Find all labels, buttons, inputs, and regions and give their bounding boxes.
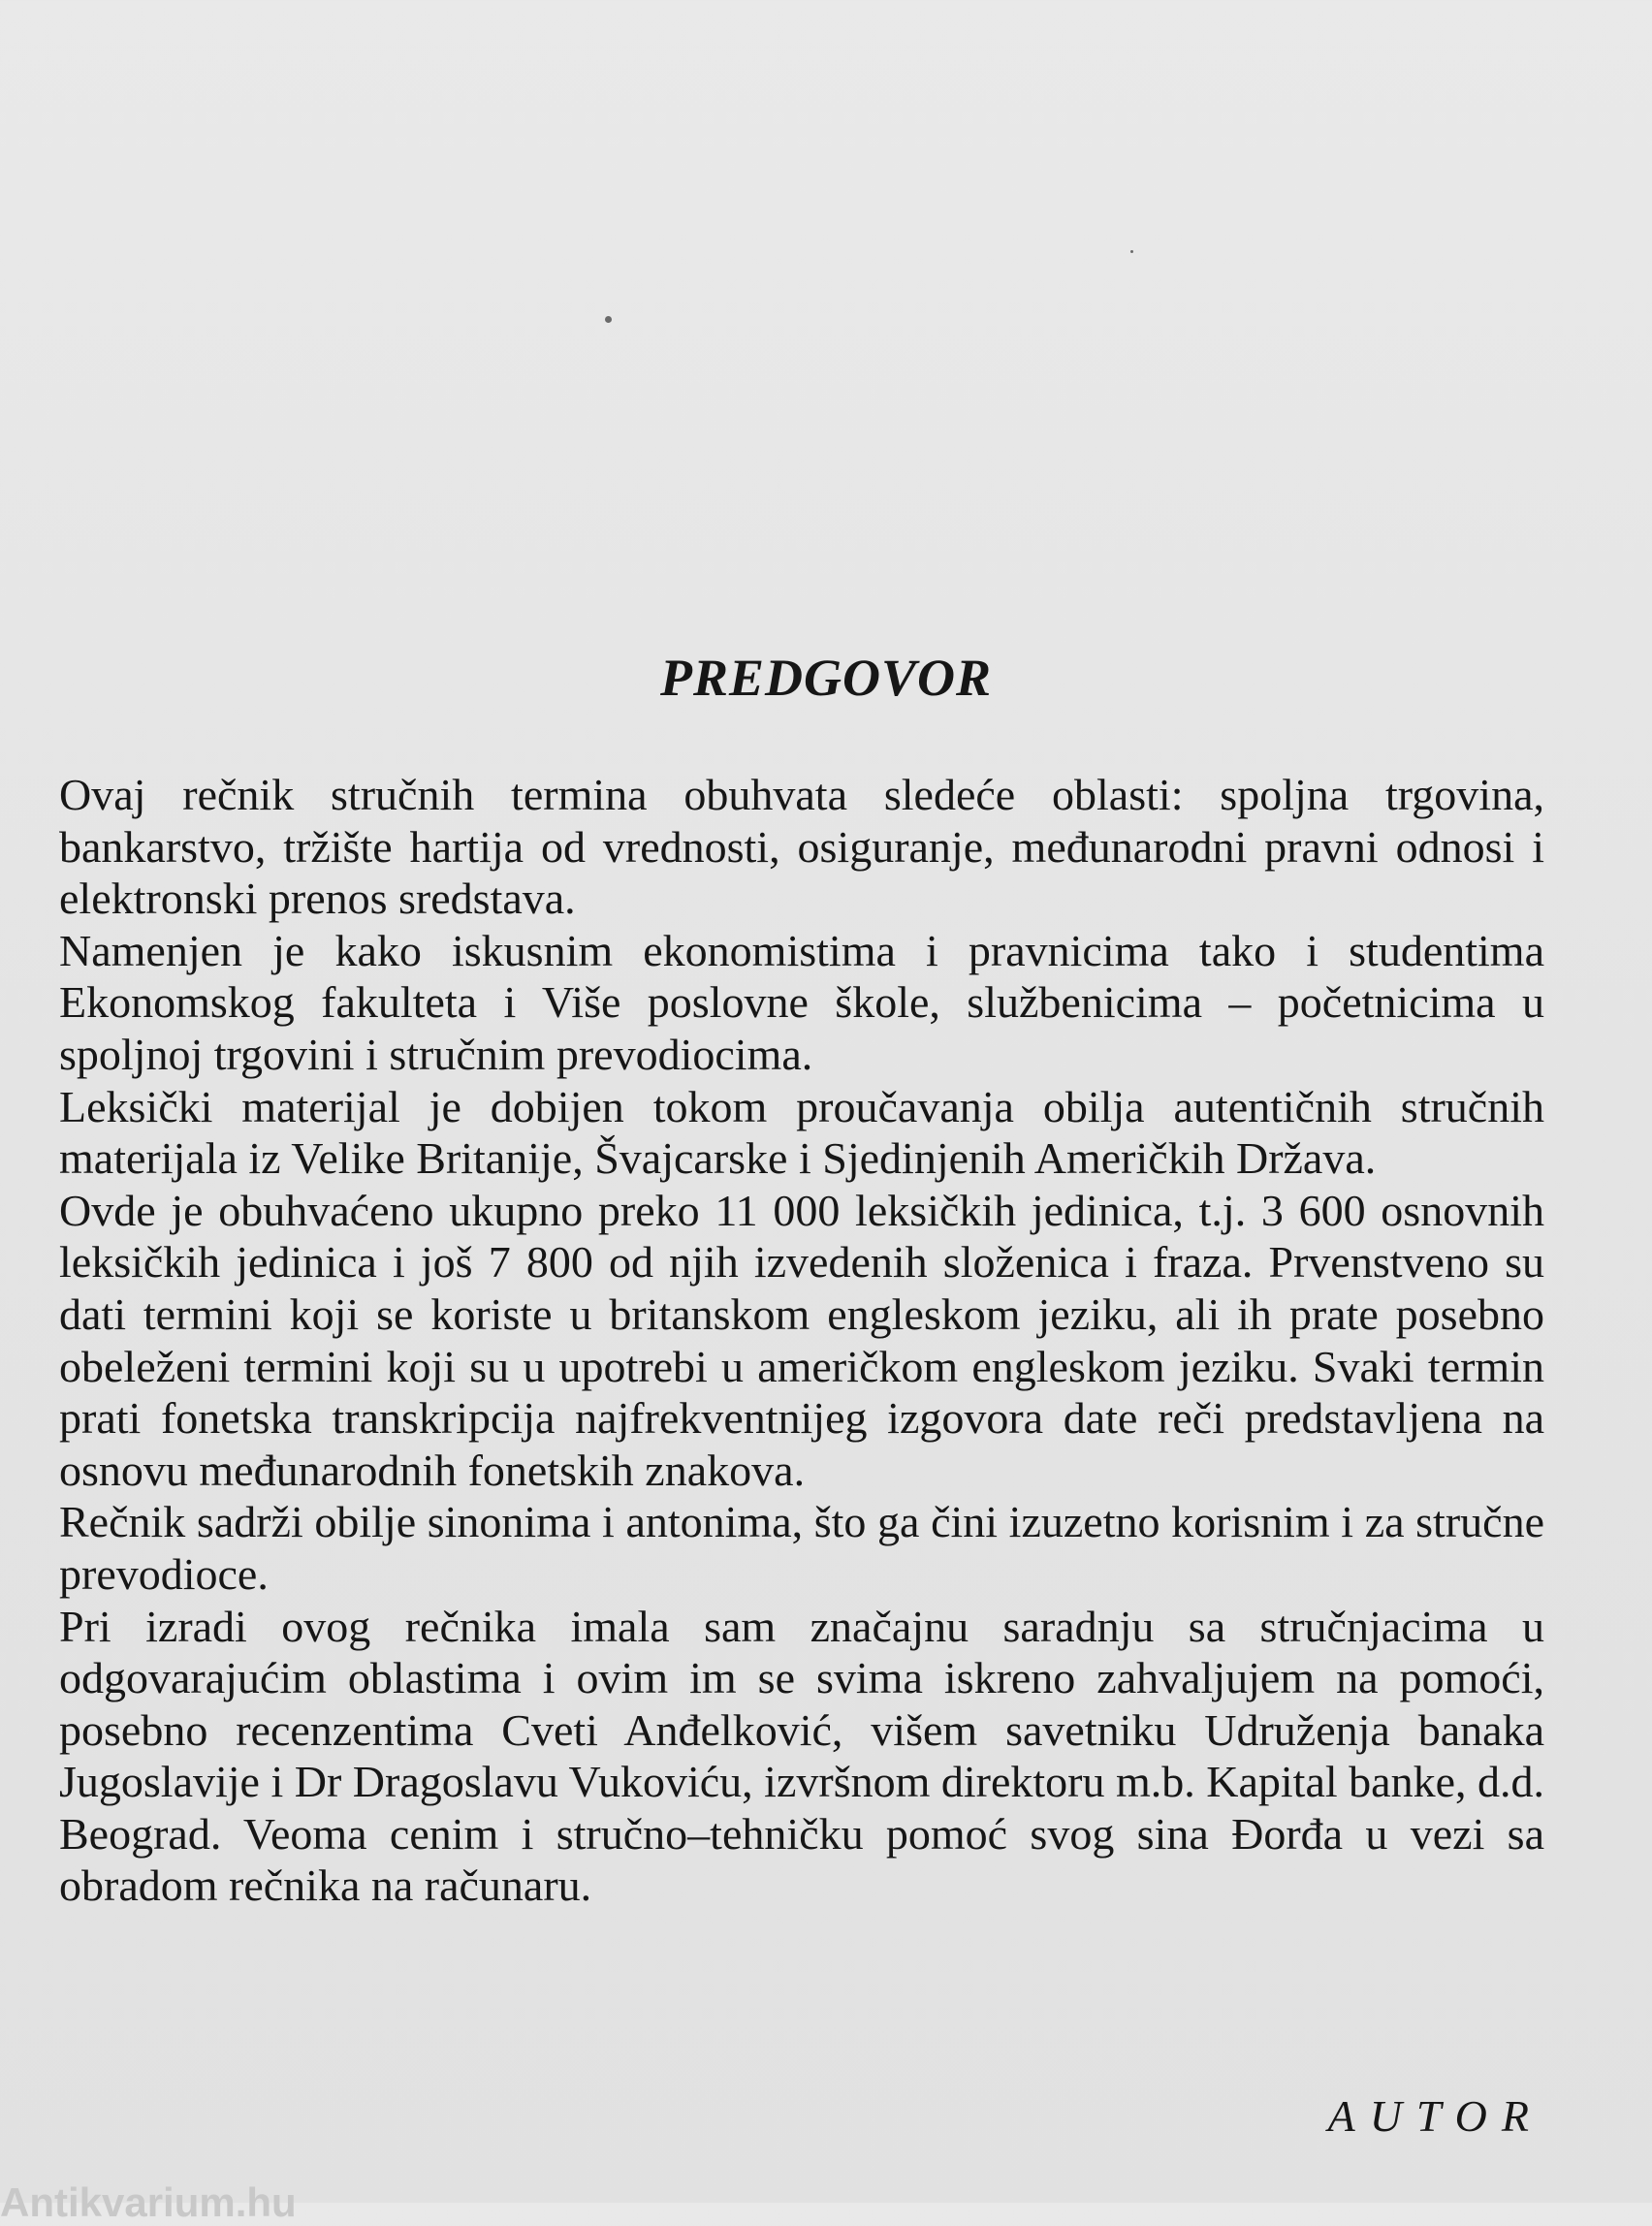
paragraph: Pri izradi ovog rečnika imala sam značajnu saradnju sa stručnjacima u odgovarajućim oblastima i ovim im se svima iskreno zahvaljujem na pomoći, posebno recenzentima Cveti Anđelković, višem savetniku Udruženja banaka Jugoslavije i Dr Dragoslavu Vukoviću, izvršnom direktoru m.b. Kapital banke, d.d. Beograd. Veoma cenim i stručno–tehničku pomoć svog sina Đorđa u vezi sa obradom rečnika na računaru. xyxy=(59,1601,1544,1911)
preface-body xyxy=(59,769,1544,1912)
paragraph: Namenjen je kako iskusnim ekonomistima i pravnicima tako i studentima Ekonomskog fakulteta i Više poslovne škole, službenicima – početnicima u spoljnoj trgovini i stručnim prevodiocima. xyxy=(59,925,1544,1079)
paragraph: Ovaj rečnik stručnih termina obuhvata sledeće oblasti: spoljna trgovina, bankarstvo, tržište hartija od vrednosti, osiguranje, međunarodni pravni odnosi i elektronski prenos sredstava. xyxy=(59,770,1544,924)
watermark: Antikvarium.hu xyxy=(0,2179,297,2225)
paragraph: Leksički materijal je dobijen tokom proučavanja obilja autentičnih stručnih materijala iz Velike Britanije, Švajcarske i Sjedinjenih Američkih Država. xyxy=(59,1081,1544,1184)
paper-speck xyxy=(1130,250,1133,253)
author-signature: AUTOR xyxy=(1327,2091,1543,2141)
page-title: PREDGOVOR xyxy=(659,649,993,707)
paragraph: Rečnik sadrži obilje sinonima i antonima, što ga čini izuzetno korisnim i za stručne prevodioce. xyxy=(59,1497,1544,1599)
paper-speck xyxy=(605,316,612,323)
paragraph: Ovde je obuhvaćeno ukupno preko 11 000 leksičkih jedinica, t.j. 3 600 osnovnih leksičkih jedinica i još 7 800 od njih izvedenih složenica i fraza. Prvenstveno su dati termini koji se koriste u britanskom engleskom jeziku, ali ih prate posebno obeleženi termini koji su u upotrebi u američkom engleskom jeziku. Svaki termin prati fonetska transkripcija najfrekventnijeg izgovora date reči predstavljena na osnovu međunarodnih fonetskih znakova. xyxy=(59,1185,1544,1495)
